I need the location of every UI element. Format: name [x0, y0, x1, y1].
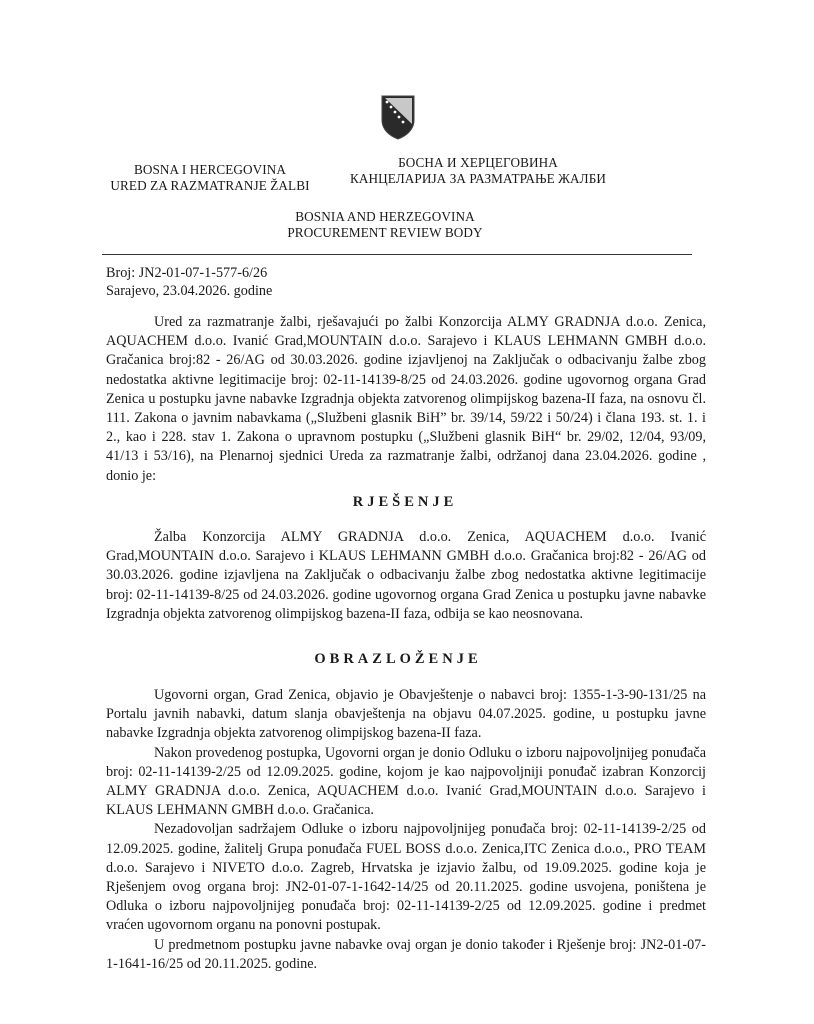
- document-meta: [106, 264, 272, 300]
- reasoning-title: OBRAZLOŽENJE: [314, 651, 482, 667]
- office-name-cyrillic: КАНЦЕЛАРИЈА ЗА РАЗМАТРАЊЕ ЖАЛБИ: [349, 171, 607, 186]
- reasoning-section: [106, 686, 706, 974]
- intro-paragraph: Ured za razmatranje žalbi, rješavajući po žalbi Konzorcija ALMY GRADNJA d.o.o. Zenica, AQUACHEM d.o.o. Ivanić Grad,MOUNTAIN d.o.o. Sarajevo i KLAUS LEHMANN GMBH d.o.o. Gračanica broj:82 - 26/AG od 30.03.2026. godine izjavljenoj na Zaključak o odbacivanju žalbe zbog nedostatka aktivne legitimacije broj: 02-11-14139-8/25 od 24.03.2026. godine ugovornog organa Grad Zenica u postupku javne nabavke Izgradnja objekta zatvorenog olimpijskog bazena-II faza, na osnovu čl. 111. Zakona o javnim nabavkama („Službeni glasnik BiH” br. 39/14, 59/22 i 50/24) i člana 193. st. 1. i 2., kao i 228. stav 1. Zakona o upravnom postupku („Službeni glasnik BiH“ br. 29/02, 12/04, 93/09, 41/13 i 53/16), na Plenarnoj sjednici Ureda za razmatranje žalbi, održanoj dana 23.04.2026. godine , donio je:: [106, 314, 706, 484]
- country-name-english: BOSNIA AND HERZEGOVINA: [295, 209, 475, 224]
- header-cyrillic: [318, 155, 638, 187]
- country-name-cyrillic: БОСНА И ХЕРЦЕГОВИНА: [398, 155, 558, 170]
- reasoning-paragraph: Nakon provedenog postupka, Ugovorni organ je donio Odluku o izboru najpovoljnijeg ponuđača broj: 02-11-14139-2/25 od 12.09.2025. godine, kojom je kao najpovoljniji ponuđač izabran Konzorcij ALMY GRADNJA d.o.o. Zenica, AQUACHEM d.o.o. Ivanić Grad,MOUNTAIN d.o.o. Sarajevo i KLAUS LEHMANN GMBH d.o.o. Gračanica.: [106, 744, 706, 819]
- document-number: Broj: JN2-01-07-1-577-6/26: [106, 265, 268, 281]
- place-date: Sarajevo, 23.04.2026. godine: [106, 283, 273, 299]
- bih-coat-of-arms-icon: [381, 94, 415, 140]
- intro-section: [106, 313, 706, 486]
- office-name-english: PROCUREMENT REVIEW BODY: [287, 225, 483, 240]
- reasoning-paragraph: U predmetnom postupku javne nabavke ovaj organ je donio također i Rješenje broj: JN2-01-07-1-1641-16/25 od 20.11.2025. godine.: [106, 936, 706, 972]
- reasoning-paragraph: Nezadovoljan sadržajem Odluke o izboru najpovoljnijeg ponuđača broj: 02-11-14139-2/25 od 12.09.2025. godine, žalitelj Grupa ponuđača FUEL BOSS d.o.o. Zenica,ITC Zenica d.o.o., PRO TEAM d.o.o. Sarajevo i NIVETO d.o.o. Zagreb, Hrvatska je izjavio žalbu, od 19.09.2025. godine koja je Rješenjem ovog organa broj: JN2-01-07-1-1642-14/25 od 20.11.2025. godine usvojena, poništena je Odluka o izboru najpovoljnijeg ponuđača broj: 02-11-14139-2/25 od 12.09.2025. godine i predmet vraćen ugovornom organu na ponovni postupak.: [106, 821, 706, 934]
- decision-title: RJEŠENJE: [352, 494, 458, 510]
- header-divider: [102, 254, 692, 255]
- header-english: [255, 209, 515, 241]
- header-latin: [100, 162, 320, 194]
- office-name-latin: URED ZA RAZMATRANJE ŽALBI: [110, 178, 310, 193]
- decision-section: [106, 528, 706, 624]
- country-name-latin: BOSNA I HERCEGOVINA: [133, 162, 287, 177]
- decision-paragraph: Žalba Konzorcija ALMY GRADNJA d.o.o. Zenica, AQUACHEM d.o.o. Ivanić Grad,MOUNTAIN d.o.o. Sarajevo i KLAUS LEHMANN GMBH d.o.o. Gračanica broj:82 - 26/AG od 30.03.2026. godine izjavljena na Zaključak o odbacivanju žalbe zbog nedostatka aktivne legitimacije broj: 02-11-14139-8/25 od 24.03.2026. godine ugovornog organa Grad Zenica u postupku javne nabavke Izgradnja objekta zatvorenog olimpijskog bazena-II faza, odbija se kao neosnovana.: [106, 529, 706, 622]
- reasoning-paragraph: Ugovorni organ, Grad Zenica, objavio je Obavještenje o nabavci broj: 1355-1-3-90-131/25 na Portalu javnih nabavki, datum slanja obavještenja na objavu 04.07.2025. godine, u postupku javne nabavke Izgradnja objekta zatvorenog olimpijskog bazena-II faza.: [106, 687, 706, 742]
